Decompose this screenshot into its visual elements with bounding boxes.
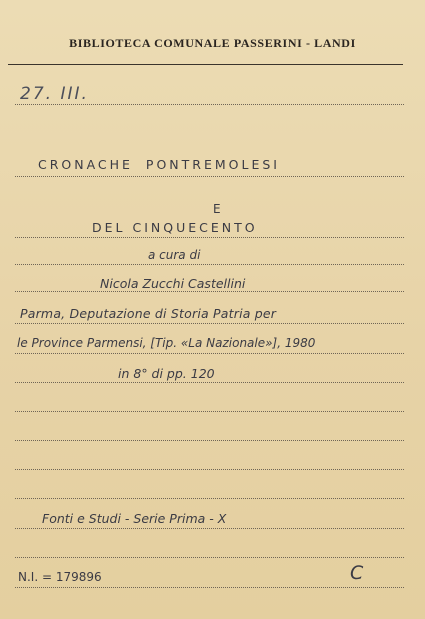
ruled-line (15, 557, 404, 558)
ruled-line (15, 104, 404, 105)
ruled-line (15, 176, 404, 177)
ruled-line (15, 291, 404, 292)
imprint-line-2: le Province Parmensi, [Tip. «La Nazionale»], 1980 (17, 336, 316, 350)
collation: in 8° di pp. 120 (118, 366, 215, 381)
ruled-line (15, 264, 404, 265)
title-line-1: CRONACHE PONTREMOLESI (38, 157, 280, 172)
ruled-line (15, 237, 404, 238)
series-statement: Fonti e Studi - Serie Prima - X (42, 511, 227, 526)
imprint-line-1: Parma, Deputazione di Storia Patria per (20, 306, 277, 321)
title-insertion: E (213, 202, 224, 216)
ruled-line (15, 382, 404, 383)
ruled-line (15, 528, 404, 529)
ruled-line (15, 353, 404, 354)
inventory-number: N.I. = 179896 (18, 570, 102, 584)
handwritten-mark: C (350, 562, 364, 584)
ruled-line (15, 411, 404, 412)
title-line-2: DEL CINQUECENTO (92, 220, 258, 235)
header-rule (8, 64, 403, 65)
editor-prefix: a cura di (148, 248, 201, 262)
ruled-line (15, 440, 404, 441)
ruled-line (15, 469, 404, 470)
shelfmark: 27. III. (20, 84, 89, 104)
editor-name: Nicola Zucchi Castellini (100, 276, 246, 291)
ruled-line (15, 587, 404, 588)
library-header: BIBLIOTECA COMUNALE PASSERINI - LANDI (69, 36, 356, 50)
ruled-line (15, 323, 404, 324)
ruled-line (15, 498, 404, 499)
